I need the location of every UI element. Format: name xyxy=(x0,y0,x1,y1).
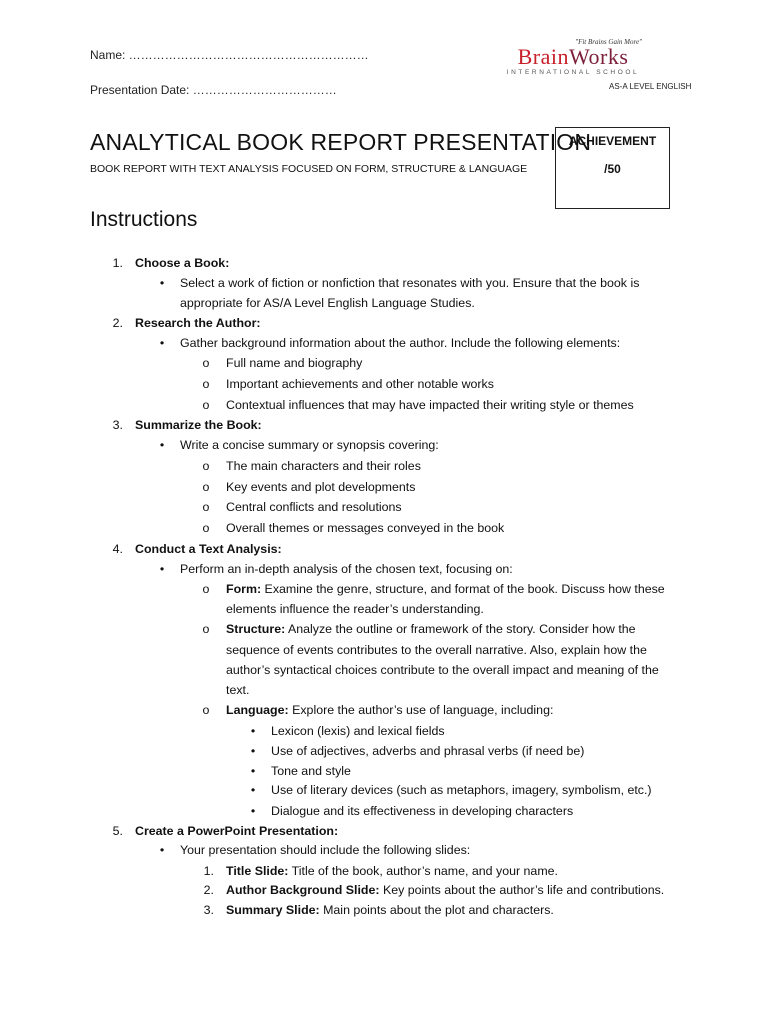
logo-school: INTERNATIONAL SCHOOL xyxy=(506,69,640,76)
language-item: Use of literary devices (such as metaphors, imagery, symbolism, etc.) xyxy=(271,783,652,797)
circle-bullet-icon: o xyxy=(202,356,210,370)
language-item: Dialogue and its effectiveness in developing characters xyxy=(271,804,574,818)
bullet-icon: • xyxy=(159,276,165,290)
circle-bullet-icon: o xyxy=(202,500,210,514)
page-subtitle: BOOK REPORT WITH TEXT ANALYSIS FOCUSED ON FORM, STRUCTURE & LANGUAGE xyxy=(90,163,528,175)
form-analysis-text xyxy=(226,579,677,599)
slide-text xyxy=(226,900,554,920)
bullet-icon: • xyxy=(159,438,165,452)
step-title: Choose a Book: xyxy=(135,256,230,270)
language-item: Lexicon (lexis) and lexical fields xyxy=(271,724,445,738)
bullet-icon: • xyxy=(250,724,256,738)
achievement-score: /50 xyxy=(604,162,621,176)
structure-line2: sequence of events contributes to the overall narrative. Also, explain how the xyxy=(226,643,647,657)
form-line2: elements influence the reader’s understanding. xyxy=(226,602,484,616)
slide-label: Author Background Slide: xyxy=(226,883,380,897)
structure-line3: author’s syntactical choices contribute to the overall impact and meaning of the xyxy=(226,663,659,677)
circle-bullet-icon: o xyxy=(202,459,210,473)
step-number: 5. xyxy=(112,824,123,838)
step-title: Research the Author: xyxy=(135,316,261,330)
slide-text xyxy=(226,880,664,900)
bullet-icon: • xyxy=(159,843,165,857)
language-label: Language: xyxy=(226,703,289,717)
bullet-icon: • xyxy=(250,764,256,778)
slide-text xyxy=(226,861,558,881)
subitem-text: Contextual influences that may have impacted their writing style or themes xyxy=(226,398,634,412)
step-title: Conduct a Text Analysis: xyxy=(135,542,282,556)
subitem-text: Important achievements and other notable works xyxy=(226,377,494,391)
language-analysis-text xyxy=(226,700,553,720)
subitem-text: The main characters and their roles xyxy=(226,459,421,473)
structure-line4: text. xyxy=(226,683,250,697)
step-number: 1. xyxy=(112,256,123,270)
structure-label: Structure: xyxy=(226,622,286,636)
page-title: ANALYTICAL BOOK REPORT PRESENTATION xyxy=(90,129,592,155)
step-bullet-text: Write a concise summary or synopsis covering: xyxy=(180,438,439,452)
step-title: Summarize the Book: xyxy=(135,418,262,432)
step-title: Create a PowerPoint Presentation: xyxy=(135,824,339,838)
name-field[interactable]: Name: …………………………………………………… xyxy=(90,48,369,62)
subitem-text: Overall themes or messages conveyed in the book xyxy=(226,521,505,535)
circle-bullet-icon: o xyxy=(202,377,210,391)
slide-label: Summary Slide: xyxy=(226,903,320,917)
presentation-date-field[interactable]: Presentation Date: ……………………………… xyxy=(90,83,337,97)
bullet-icon: • xyxy=(250,783,256,797)
slide-desc: Title of the book, author’s name, and your name. xyxy=(288,864,558,878)
language-item: Use of adjectives, adverbs and phrasal verbs (if need be) xyxy=(271,744,585,758)
slide-label: Title Slide: xyxy=(226,864,289,878)
slide-desc: Key points about the author’s life and contributions. xyxy=(379,883,665,897)
slide-number: 3. xyxy=(203,903,214,917)
form-label: Form: xyxy=(226,582,262,596)
circle-bullet-icon: o xyxy=(202,521,210,535)
structure-analysis-text xyxy=(226,619,677,639)
logo-tagline: "Fit Brains Gain More" xyxy=(575,38,642,46)
bullet-icon: • xyxy=(250,744,256,758)
logo-brand-part2: Works xyxy=(569,44,629,69)
bullet-icon: • xyxy=(159,562,165,576)
step-bullet-text: Your presentation should include the following slides: xyxy=(180,843,471,857)
instructions-heading: Instructions xyxy=(90,208,198,231)
form-line1: Examine the genre, structure, and format of the book. Discuss how these xyxy=(261,582,665,596)
logo-brand xyxy=(498,46,648,68)
circle-bullet-icon: o xyxy=(202,398,210,412)
step-number: 2. xyxy=(112,316,123,330)
step-number: 4. xyxy=(112,542,123,556)
subitem-text: Key events and plot developments xyxy=(226,480,416,494)
brainworks-logo xyxy=(498,38,648,76)
step-bullet-text: Select a work of fiction or nonfiction that resonates with you. Ensure that the book is xyxy=(180,276,640,290)
circle-bullet-icon: o xyxy=(202,703,210,717)
language-text: Explore the author’s use of language, including: xyxy=(288,703,554,717)
subitem-text: Full name and biography xyxy=(226,356,363,370)
slide-number: 1. xyxy=(203,864,214,878)
circle-bullet-icon: o xyxy=(202,480,210,494)
circle-bullet-icon: o xyxy=(202,582,210,596)
circle-bullet-icon: o xyxy=(202,622,210,636)
step-bullet-text: Perform an in-depth analysis of the chosen text, focusing on: xyxy=(180,562,513,576)
step-bullet-text-cont: appropriate for AS/A Level English Language Studies. xyxy=(180,296,475,310)
step-bullet-text: Gather background information about the author. Include the following elements: xyxy=(180,336,621,350)
language-item: Tone and style xyxy=(271,764,351,778)
structure-line1: Analyze the outline or framework of the story. Consider how the xyxy=(285,622,636,636)
logo-brand-part1: Brain xyxy=(517,44,569,69)
subitem-text: Central conflicts and resolutions xyxy=(226,500,402,514)
achievement-box xyxy=(555,127,670,209)
achievement-label: ACHIEVEMENT xyxy=(568,134,657,148)
slide-desc: Main points about the plot and characters. xyxy=(319,903,554,917)
bullet-icon: • xyxy=(250,804,256,818)
slide-number: 2. xyxy=(203,883,214,897)
step-number: 3. xyxy=(112,418,123,432)
bullet-icon: • xyxy=(159,336,165,350)
level-label: AS-A LEVEL ENGLISH xyxy=(609,82,692,91)
